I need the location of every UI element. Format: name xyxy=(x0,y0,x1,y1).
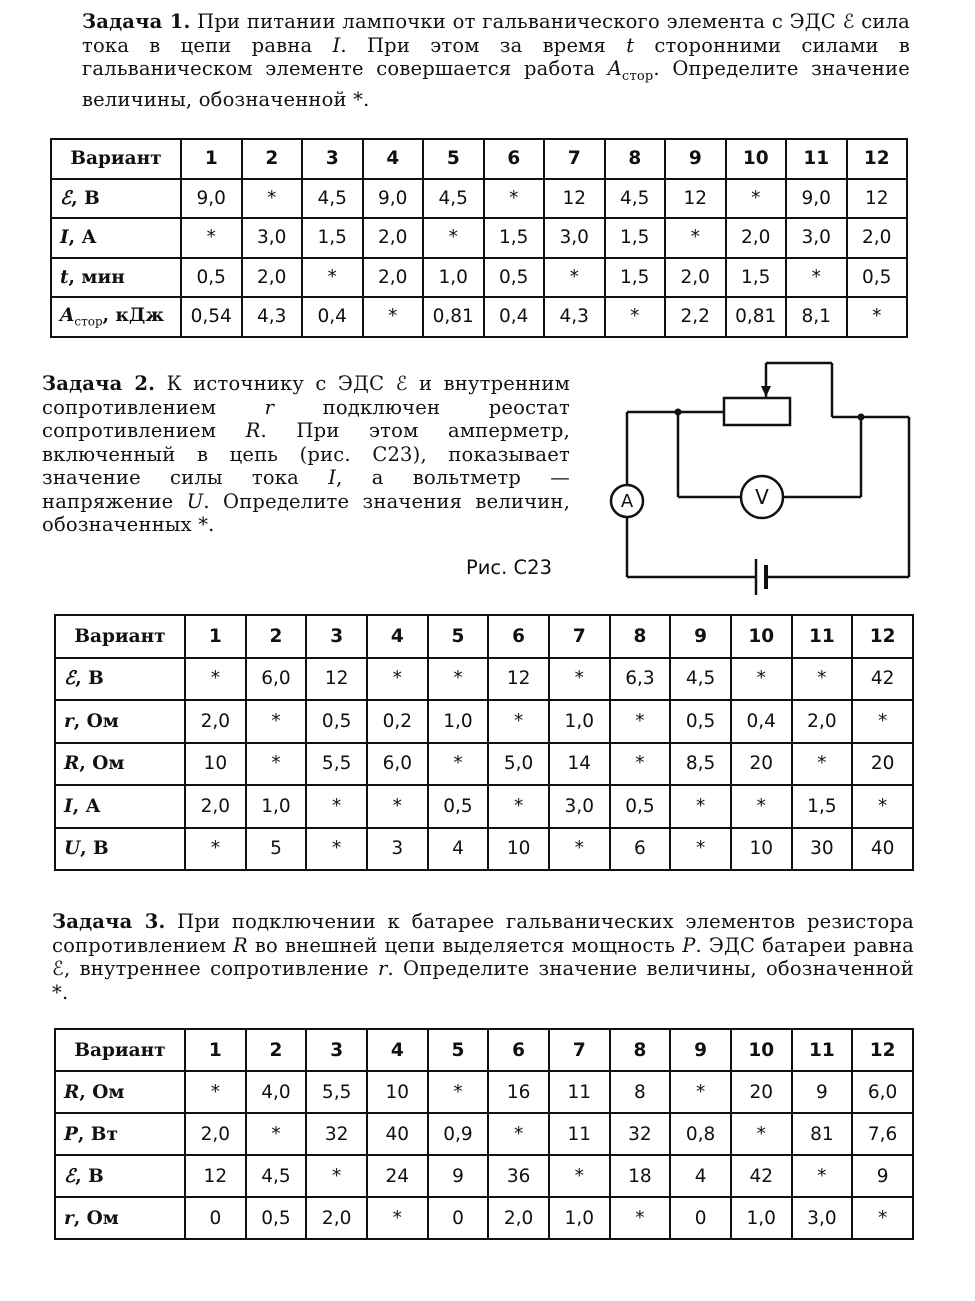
table-cell: 18 xyxy=(610,1155,671,1197)
quantity-label xyxy=(51,179,181,219)
table-cell: 8,5 xyxy=(670,743,731,786)
table-header-row xyxy=(51,139,907,179)
quantity-label xyxy=(51,297,181,337)
quantity-symbol: r xyxy=(64,1207,74,1229)
table-cell: 6,0 xyxy=(852,1071,913,1113)
quantity-symbol: I xyxy=(64,795,73,817)
table-cell: 0,4 xyxy=(731,700,792,743)
table-cell: 5,0 xyxy=(488,743,549,786)
table-cell: * xyxy=(306,785,367,828)
table-row xyxy=(51,179,907,219)
table-row xyxy=(55,1113,913,1155)
table-cell: 2,2 xyxy=(665,297,726,337)
table-cell: * xyxy=(610,700,671,743)
task-2-text: , а вольтметр — напряжение xyxy=(42,466,570,513)
table-row xyxy=(55,1197,913,1239)
task-1-text: . При этом за время xyxy=(340,33,627,57)
variant-number: 4 xyxy=(367,1029,428,1071)
table-cell: * xyxy=(852,1197,913,1239)
variant-number: 1 xyxy=(181,139,242,179)
table-cell: 1,5 xyxy=(726,258,787,298)
table-row xyxy=(55,658,913,701)
variant-number: 10 xyxy=(731,615,792,658)
table-cell: 11 xyxy=(549,1113,610,1155)
table-cell: 0,5 xyxy=(610,785,671,828)
table-cell: 2,0 xyxy=(488,1197,549,1239)
quantity-unit: , Ом xyxy=(79,1081,125,1103)
table-header-row xyxy=(55,1029,913,1071)
variant-number: 7 xyxy=(544,139,605,179)
task-2-text: . При этом амперметр, включенный в цепь (рис. С23), показывает значение силы тока xyxy=(42,419,570,489)
table-cell: 1,5 xyxy=(605,218,666,258)
table-cell: 10 xyxy=(731,828,792,871)
table-cell: 2,0 xyxy=(363,218,424,258)
table-cell: 5 xyxy=(246,828,307,871)
quantity-unit: , В xyxy=(71,187,100,209)
table-cell: 0,4 xyxy=(302,297,363,337)
table-cell: 2,0 xyxy=(306,1197,367,1239)
task-2-text: . Определите значения величин, обозначенных *. xyxy=(42,489,570,536)
table-row xyxy=(55,828,913,871)
variant-number: 3 xyxy=(306,1029,367,1071)
table-cell: * xyxy=(847,297,908,337)
variant-number: 6 xyxy=(488,1029,549,1071)
table-cell: 0,5 xyxy=(670,700,731,743)
task-3-text: . ЭДС батареи равна ℰ, внутреннее сопротивление xyxy=(52,933,914,980)
table-cell: * xyxy=(367,658,428,701)
table-cell: 4,3 xyxy=(544,297,605,337)
table-cell: 3,0 xyxy=(242,218,303,258)
circuit-diagram xyxy=(596,355,926,605)
quantity-unit: , Ом xyxy=(79,753,125,775)
quantity-unit: , В xyxy=(75,1165,104,1187)
task-3-table xyxy=(54,1028,914,1240)
table-cell: 1,0 xyxy=(423,258,484,298)
quantity-label xyxy=(55,1155,185,1197)
task-1-statement xyxy=(82,10,910,112)
task-2-text: подключен реостат сопротивлением xyxy=(42,395,570,442)
table-cell: * xyxy=(363,297,424,337)
table-cell: * xyxy=(488,700,549,743)
table-cell: 1,0 xyxy=(428,700,489,743)
table-cell: 3 xyxy=(367,828,428,871)
table-cell: * xyxy=(852,785,913,828)
table-cell: 0,5 xyxy=(484,258,545,298)
table-cell: 4,3 xyxy=(242,297,303,337)
table-cell: 10 xyxy=(185,743,246,786)
table-cell: 2,0 xyxy=(792,700,853,743)
table-cell: 12 xyxy=(544,179,605,219)
variant-number: 11 xyxy=(792,1029,853,1071)
quantity-label xyxy=(51,258,181,298)
symbol-internal-resistance: r xyxy=(377,957,388,980)
table-cell: 10 xyxy=(488,828,549,871)
table-cell: 1,0 xyxy=(246,785,307,828)
table-cell: 9 xyxy=(792,1071,853,1113)
table-cell: 1,0 xyxy=(549,700,610,743)
variant-number: 2 xyxy=(242,139,303,179)
table-cell: 12 xyxy=(306,658,367,701)
table-cell: * xyxy=(484,179,545,219)
quantity-unit: , кДж xyxy=(102,304,164,326)
table-cell: 9,0 xyxy=(786,179,847,219)
table-row xyxy=(55,785,913,828)
quantity-label xyxy=(55,1071,185,1113)
symbol-voltage: U xyxy=(186,489,204,513)
table-cell: * xyxy=(665,218,726,258)
table-cell: 0 xyxy=(670,1197,731,1239)
table-cell: 1,0 xyxy=(731,1197,792,1239)
table-cell: 36 xyxy=(488,1155,549,1197)
table-cell: * xyxy=(185,1071,246,1113)
table-row xyxy=(55,1155,913,1197)
variant-number: 9 xyxy=(670,1029,731,1071)
table-cell: 81 xyxy=(792,1113,853,1155)
table-cell: * xyxy=(731,658,792,701)
quantity-unit: , Ом xyxy=(73,710,119,732)
variant-number: 2 xyxy=(246,1029,307,1071)
variant-number: 12 xyxy=(847,139,908,179)
table-cell: * xyxy=(852,700,913,743)
quantity-symbol: U xyxy=(64,838,81,860)
table-cell: 14 xyxy=(549,743,610,786)
quantity-symbol: t xyxy=(60,266,69,288)
task-2-title: Задача 2. xyxy=(42,372,156,395)
symbol-work-subscript: стор xyxy=(622,68,654,84)
table-cell: 8 xyxy=(610,1071,671,1113)
variant-number: 3 xyxy=(302,139,363,179)
table-cell: 4 xyxy=(428,828,489,871)
table-cell: * xyxy=(302,258,363,298)
table-cell: 10 xyxy=(367,1071,428,1113)
table-cell: * xyxy=(306,1155,367,1197)
table-cell: 3,0 xyxy=(786,218,847,258)
table-cell: * xyxy=(488,785,549,828)
variant-number: 4 xyxy=(363,139,424,179)
quantity-symbol: I xyxy=(60,227,69,249)
table-cell: 2,0 xyxy=(726,218,787,258)
table-header-row xyxy=(55,615,913,658)
quantity-subscript: стор xyxy=(74,314,103,329)
quantity-label xyxy=(55,700,185,743)
symbol-internal-resistance: r xyxy=(264,395,275,419)
table-cell: 2,0 xyxy=(665,258,726,298)
table-cell: 32 xyxy=(306,1113,367,1155)
symbol-resistance: R xyxy=(233,933,248,957)
quantity-label xyxy=(55,828,185,871)
variant-number: 1 xyxy=(185,1029,246,1071)
table-cell: 32 xyxy=(610,1113,671,1155)
table-cell: 0 xyxy=(428,1197,489,1239)
table-cell: 4,5 xyxy=(302,179,363,219)
quantity-symbol: r xyxy=(64,710,74,732)
task-3-text: При подключении к батарее гальванических элементов резистора сопротивлением xyxy=(52,910,914,957)
table-cell: 2,0 xyxy=(185,700,246,743)
table-cell: 16 xyxy=(488,1071,549,1113)
table-cell: * xyxy=(605,297,666,337)
quantity-label xyxy=(55,658,185,701)
figure-caption: Рис. С23 xyxy=(466,556,552,579)
table-cell: * xyxy=(731,785,792,828)
table-cell: 12 xyxy=(847,179,908,219)
task-2-table xyxy=(54,614,914,871)
variant-number: 5 xyxy=(428,615,489,658)
table-cell: * xyxy=(670,1071,731,1113)
table-cell: 9 xyxy=(428,1155,489,1197)
table-cell: 40 xyxy=(367,1113,428,1155)
variant-number: 12 xyxy=(852,615,913,658)
table-cell: 9,0 xyxy=(181,179,242,219)
table-cell: * xyxy=(185,828,246,871)
task-2-text: К источнику с ЭДС ℰ и внутренним сопротивлением xyxy=(42,372,570,419)
variant-number: 5 xyxy=(428,1029,489,1071)
quantity-symbol: ℰ xyxy=(64,1165,76,1187)
variant-number: 8 xyxy=(605,139,666,179)
quantity-label xyxy=(55,1197,185,1239)
table-cell: 1,0 xyxy=(549,1197,610,1239)
table-cell: 0,81 xyxy=(423,297,484,337)
task-1-table xyxy=(50,138,908,338)
symbol-current: I xyxy=(332,33,341,57)
variant-number: 9 xyxy=(670,615,731,658)
symbol-resistance: R xyxy=(245,419,261,442)
table-cell: 0,5 xyxy=(306,700,367,743)
quantity-symbol: R xyxy=(64,753,80,775)
table-cell: 0,8 xyxy=(670,1113,731,1155)
table-cell: 42 xyxy=(731,1155,792,1197)
quantity-unit: , В xyxy=(75,668,104,690)
table-cell: * xyxy=(423,218,484,258)
table-cell: 4 xyxy=(670,1155,731,1197)
quantity-unit: , А xyxy=(68,227,97,249)
table-cell: 4,5 xyxy=(246,1155,307,1197)
table-cell: * xyxy=(792,743,853,786)
ammeter-label: A xyxy=(620,491,634,512)
table-cell: * xyxy=(242,179,303,219)
table-cell: * xyxy=(670,828,731,871)
table-cell: 11 xyxy=(549,1071,610,1113)
table-cell: * xyxy=(731,1113,792,1155)
table-cell: * xyxy=(306,828,367,871)
table-cell: 7,6 xyxy=(852,1113,913,1155)
variant-header: Вариант xyxy=(51,139,181,179)
table-cell: 20 xyxy=(731,1071,792,1113)
task-1-text: сторонними силами в гальваническом элементе совершается работа xyxy=(82,33,910,80)
variant-number: 3 xyxy=(306,615,367,658)
table-cell: * xyxy=(246,700,307,743)
voltmeter-label: V xyxy=(755,485,769,509)
variant-number: 5 xyxy=(423,139,484,179)
variant-number: 8 xyxy=(610,615,671,658)
table-row xyxy=(51,258,907,298)
table-cell: 6,0 xyxy=(246,658,307,701)
quantity-symbol: ℰ xyxy=(64,668,76,690)
task-3-statement xyxy=(52,910,914,1004)
table-cell: 9 xyxy=(852,1155,913,1197)
rheostat xyxy=(724,398,790,425)
table-cell: 12 xyxy=(185,1155,246,1197)
table-cell: * xyxy=(792,658,853,701)
table-cell: 0,2 xyxy=(367,700,428,743)
table-cell: 2,0 xyxy=(847,218,908,258)
table-cell: 1,5 xyxy=(302,218,363,258)
table-cell: 0,9 xyxy=(428,1113,489,1155)
table-cell: * xyxy=(544,258,605,298)
table-cell: 2,0 xyxy=(242,258,303,298)
variant-number: 1 xyxy=(185,615,246,658)
table-cell: 0,54 xyxy=(181,297,242,337)
table-row xyxy=(55,743,913,786)
table-cell: 3,0 xyxy=(549,785,610,828)
quantity-unit: , А xyxy=(72,795,101,817)
variant-number: 6 xyxy=(484,139,545,179)
variant-number: 9 xyxy=(665,139,726,179)
table-row xyxy=(55,700,913,743)
table-cell: * xyxy=(488,1113,549,1155)
table-cell: 4,5 xyxy=(670,658,731,701)
table-cell: * xyxy=(726,179,787,219)
quantity-label xyxy=(55,1113,185,1155)
table-cell: 4,5 xyxy=(605,179,666,219)
table-cell: * xyxy=(185,658,246,701)
task-1-title: Задача 1. xyxy=(82,10,191,33)
table-cell: 6,0 xyxy=(367,743,428,786)
table-cell: 0 xyxy=(185,1197,246,1239)
table-cell: * xyxy=(367,785,428,828)
table-cell: 0,5 xyxy=(428,785,489,828)
quantity-label xyxy=(51,218,181,258)
table-cell: 4,0 xyxy=(246,1071,307,1113)
table-cell: * xyxy=(428,743,489,786)
symbol-current: I xyxy=(328,466,337,489)
table-cell: 1,5 xyxy=(484,218,545,258)
task-3-text: во внешней цепи выделяется мощность xyxy=(247,933,683,957)
table-cell: 0,4 xyxy=(484,297,545,337)
variant-header: Вариант xyxy=(55,1029,185,1071)
table-cell: * xyxy=(181,218,242,258)
table-row xyxy=(51,297,907,337)
table-cell: * xyxy=(549,1155,610,1197)
variant-number: 4 xyxy=(367,615,428,658)
table-row xyxy=(55,1071,913,1113)
table-cell: 20 xyxy=(852,743,913,786)
table-cell: 0,5 xyxy=(847,258,908,298)
table-cell: 2,0 xyxy=(363,258,424,298)
symbol-power: P xyxy=(682,933,696,957)
junction-dot xyxy=(675,409,682,416)
table-cell: * xyxy=(786,258,847,298)
table-row xyxy=(51,218,907,258)
table-cell: * xyxy=(610,1197,671,1239)
quantity-symbol: P xyxy=(64,1123,78,1145)
table-cell: 5,5 xyxy=(306,743,367,786)
table-cell: 1,5 xyxy=(792,785,853,828)
table-cell: * xyxy=(246,1113,307,1155)
table-cell: * xyxy=(367,1197,428,1239)
table-cell: 6 xyxy=(610,828,671,871)
table-cell: 42 xyxy=(852,658,913,701)
table-cell: 0,81 xyxy=(726,297,787,337)
table-cell: * xyxy=(428,658,489,701)
table-cell: 1,5 xyxy=(605,258,666,298)
variant-number: 6 xyxy=(488,615,549,658)
symbol-work: A xyxy=(607,57,622,80)
variant-number: 10 xyxy=(726,139,787,179)
table-cell: 2,0 xyxy=(185,1113,246,1155)
variant-number: 8 xyxy=(610,1029,671,1071)
task-1-text: При питании лампочки от гальванического элемента с ЭДС ℰ сила тока в цепи равна xyxy=(82,10,910,57)
quantity-symbol: ℰ xyxy=(60,187,72,209)
task-1-text: . Определите значение величины, обозначенной *. xyxy=(82,57,910,112)
variant-number: 10 xyxy=(731,1029,792,1071)
variant-number: 7 xyxy=(549,615,610,658)
symbol-time: t xyxy=(626,33,635,57)
quantity-symbol: A xyxy=(60,304,75,326)
table-cell: 8,1 xyxy=(786,297,847,337)
table-cell: * xyxy=(670,785,731,828)
variant-number: 11 xyxy=(786,139,847,179)
table-cell: * xyxy=(792,1155,853,1197)
variant-number: 11 xyxy=(792,615,853,658)
quantity-label xyxy=(55,785,185,828)
quantity-unit: , мин xyxy=(68,266,125,288)
table-cell: 40 xyxy=(852,828,913,871)
table-cell: 0,5 xyxy=(246,1197,307,1239)
table-cell: 4,5 xyxy=(423,179,484,219)
table-cell: * xyxy=(549,658,610,701)
table-cell: * xyxy=(428,1071,489,1113)
table-cell: * xyxy=(549,828,610,871)
table-cell: 30 xyxy=(792,828,853,871)
table-cell: 24 xyxy=(367,1155,428,1197)
table-cell: 3,0 xyxy=(792,1197,853,1239)
task-2-statement xyxy=(42,372,570,537)
table-cell: 5,5 xyxy=(306,1071,367,1113)
table-cell: 12 xyxy=(488,658,549,701)
rheostat-arrow-icon xyxy=(761,386,771,397)
table-cell: 12 xyxy=(665,179,726,219)
table-cell: 0,5 xyxy=(181,258,242,298)
table-cell: 6,3 xyxy=(610,658,671,701)
table-cell: 20 xyxy=(731,743,792,786)
quantity-symbol: R xyxy=(64,1081,80,1103)
variant-number: 7 xyxy=(549,1029,610,1071)
table-cell: 3,0 xyxy=(544,218,605,258)
table-cell: 2,0 xyxy=(185,785,246,828)
quantity-unit: , В xyxy=(80,838,109,860)
junction-dot xyxy=(858,414,865,421)
variant-number: 12 xyxy=(852,1029,913,1071)
table-cell: 9,0 xyxy=(363,179,424,219)
quantity-label xyxy=(55,743,185,786)
table-cell: * xyxy=(610,743,671,786)
task-3-title: Задача 3. xyxy=(52,910,166,933)
quantity-unit: , Ом xyxy=(73,1207,119,1229)
task-3-text: . Определите значение величины, обозначенной *. xyxy=(52,957,914,1004)
variant-number: 2 xyxy=(246,615,307,658)
table-cell: * xyxy=(246,743,307,786)
quantity-unit: , Вт xyxy=(77,1123,118,1145)
variant-header: Вариант xyxy=(55,615,185,658)
